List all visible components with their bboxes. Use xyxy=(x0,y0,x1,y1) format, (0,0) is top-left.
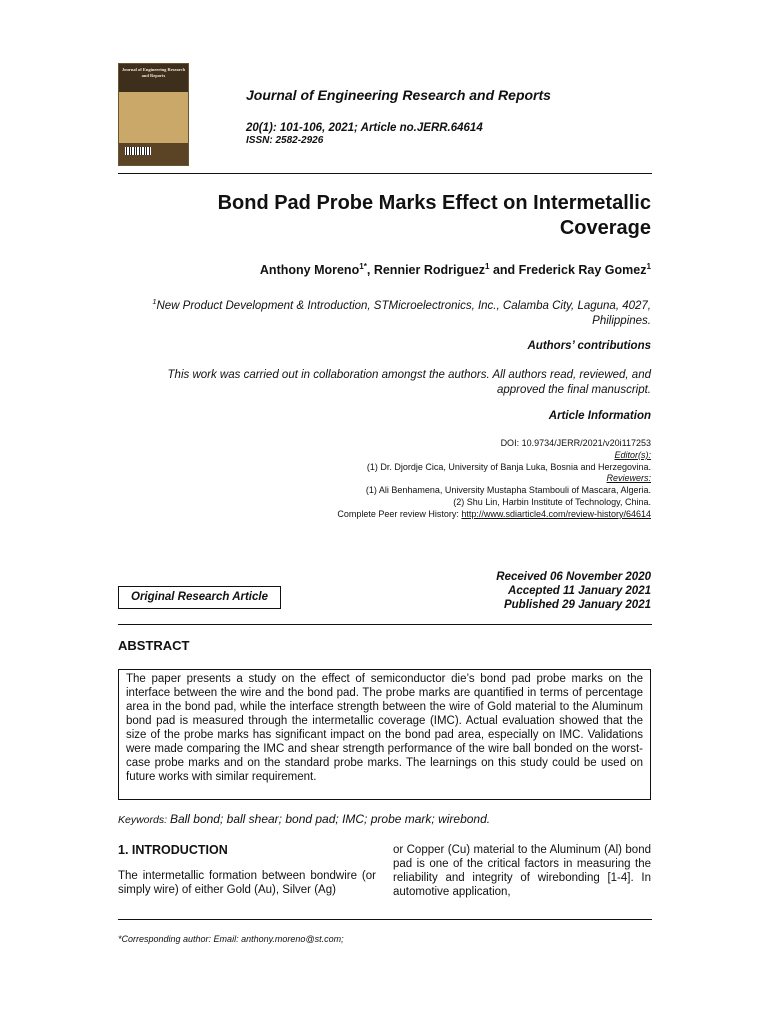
received-date: Received 06 November 2020 xyxy=(496,571,651,583)
author-name: Frederick Ray Gomez xyxy=(518,263,647,277)
abstract-heading: ABSTRACT xyxy=(118,638,190,653)
journal-issn: ISSN: 2582-2926 xyxy=(246,135,324,146)
reviewers-label: Reviewers: xyxy=(606,473,651,484)
peer-review-link[interactable]: http://www.sdiarticle4.com/review-history/64614 xyxy=(461,508,651,519)
affiliation xyxy=(130,299,651,329)
cover-title: Journal of Engineering Research and Reports xyxy=(121,67,186,78)
article-type-badge: Original Research Article xyxy=(118,586,281,609)
journal-cover-image xyxy=(118,63,189,166)
affiliation-line: Philippines. xyxy=(592,315,651,327)
keywords-text: Ball bond; ball shear; bond pad; IMC; probe mark; wirebond. xyxy=(169,812,491,826)
author-separator: , xyxy=(366,263,374,277)
editors-label: Editor(s): xyxy=(614,449,651,460)
abstract-divider xyxy=(118,624,652,625)
abstract-text: The paper presents a study on the effect of semiconductor die’s bond pad probe marks on the interface between the wire and the bond pad. The probe marks are quantified in terms of percentage area in the bond pad, while the interface strength between the wire of Gold material to the Aluminum bond pad is measured through the intermetallic coverage (IMC). Actual evaluation showed that the size of the probe marks has significant impact on the bond pad area, especially on IMC. Validations were made comparing the IMC and shear strength performance of the wire ball bonded on the worst-case probe marks and on the standard probe marks. The learnings on this study could be used on future works with similar requirement. xyxy=(118,669,651,800)
author-affiliation-mark: 1* xyxy=(359,261,367,271)
author-affiliation-mark: 1 xyxy=(646,261,651,271)
barcode-icon xyxy=(125,147,151,155)
author-name: Anthony Moreno xyxy=(259,263,360,277)
article-title: Bond Pad Probe Marks Effect on Intermetallic Coverage xyxy=(217,192,651,239)
contributions-text xyxy=(140,368,651,398)
accepted-date: Accepted 11 January 2021 xyxy=(508,585,651,597)
section-heading: 1. INTRODUCTION xyxy=(118,843,228,857)
reviewer-entry: (1) Ali Benhamena, University Mustapha Stambouli of Mascara, Algeria. xyxy=(365,485,651,496)
contributions-heading: Authors’ contributions xyxy=(527,340,651,352)
corresponding-author-footnote: *Corresponding author: Email: anthony.moreno@st.com; xyxy=(118,934,344,944)
author-separator: and xyxy=(489,263,519,277)
author-affiliation-mark: 1 xyxy=(484,261,490,271)
author-list xyxy=(150,263,651,277)
body-column-left: The intermetallic formation between bondwire (or simply wire) of either Gold (Au), Silver (Ag) xyxy=(118,870,376,896)
contributions-line: This work was carried out in collaboration amongst the authors. All authors read, reviewed, and xyxy=(167,369,651,381)
reviewer-entry: (2) Shu Lin, Harbin Institute of Technology, China. xyxy=(453,496,651,507)
publication-dates xyxy=(400,570,651,612)
keywords-label: Keywords: xyxy=(118,814,170,826)
article-info-heading: Article Information xyxy=(548,410,651,422)
body-column-right: or Copper (Cu) material to the Aluminum (Al) bond pad is one of the critical factors in measuring the reliability and integrity of wirebonding [1-4]. In automotive application, xyxy=(393,844,651,898)
peer-review-label: Complete Peer review History: xyxy=(337,508,462,519)
journal-name: Journal of Engineering Research and Reports xyxy=(246,87,551,103)
article-info xyxy=(250,438,651,521)
contributions-line: approved the final manuscript. xyxy=(496,384,651,396)
affiliation-line: New Product Development & Introduction, STMicroelectronics, Inc., Calamba City, Laguna, 4027, xyxy=(156,300,651,312)
doi: DOI: 10.9734/JERR/2021/v20i117253 xyxy=(500,438,651,448)
published-date: Published 29 January 2021 xyxy=(503,599,651,611)
footnote-divider xyxy=(118,919,652,920)
header-divider xyxy=(118,173,652,174)
affiliation-mark: 1 xyxy=(152,297,157,307)
author-name: Rennier Rodriguez xyxy=(373,263,485,277)
keywords xyxy=(118,812,490,826)
journal-volume: 20(1): 101-106, 2021; Article no.JERR.64614 xyxy=(246,122,483,134)
editor-entry: (1) Dr. Djordje Cica, University of Banja Luka, Bosnia and Herzegovina. xyxy=(366,461,651,472)
